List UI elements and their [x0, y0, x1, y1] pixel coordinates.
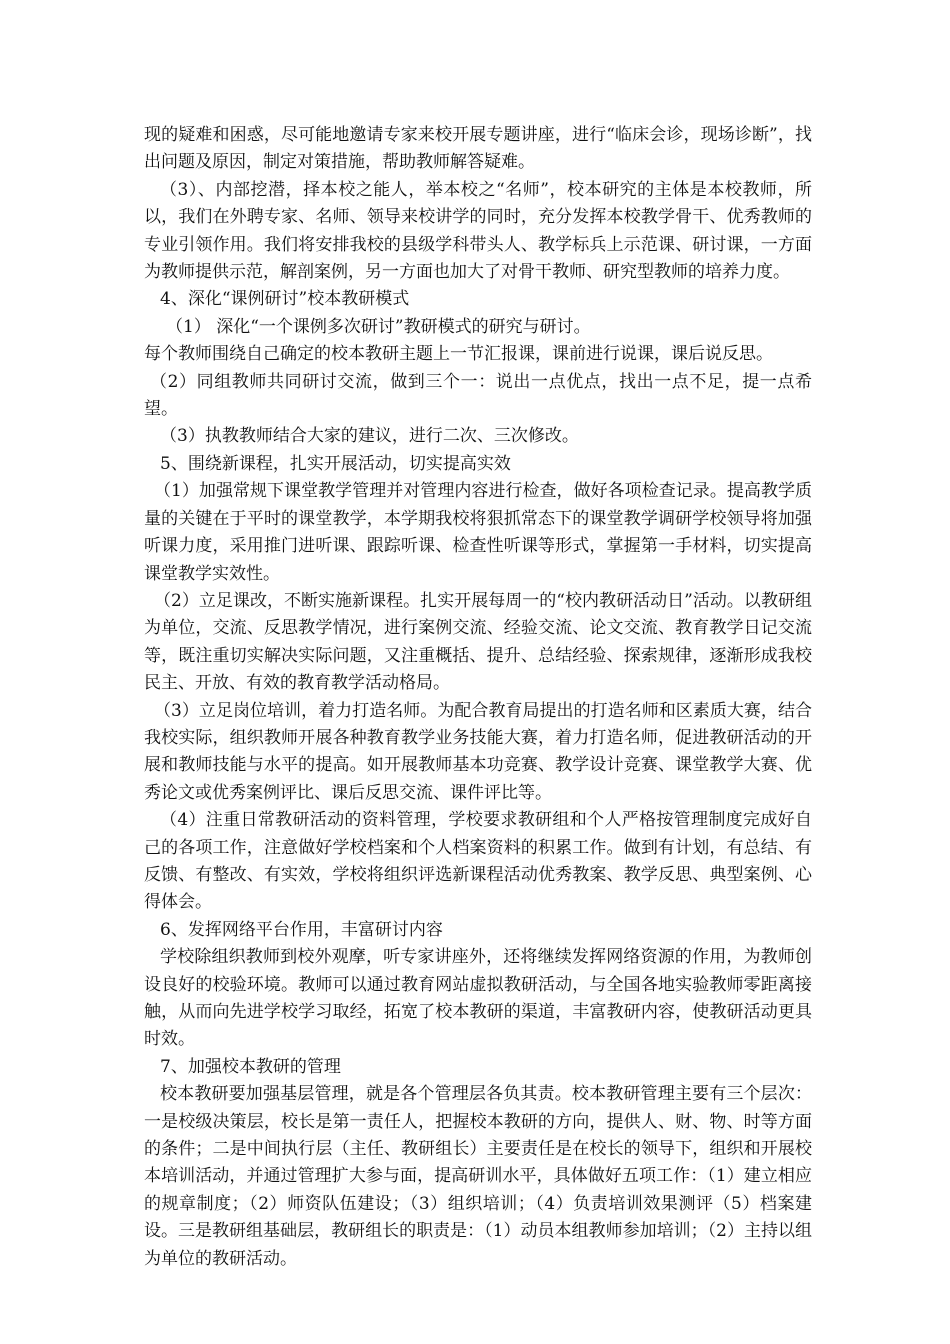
section-heading-7: 7、加强校本教研的管理 — [160, 1056, 341, 1077]
paragraph-5-item-2: （2）立足课改，不断实施新课程。扎实开展每周一的“校内教研活动日”活动。以教研组为单位，交流、反思教学情况，进行案例交流、经验交流、论文交流、教育教学日记交流等，既注重切实解决实际问题，又注重概括、提升、总结经验、探索规律，逐渐形成我校民主、开放、有效的教育教学活动格局。 — [144, 590, 812, 694]
paragraph-5-item-1: （1）加强常规下课堂教学管理并对管理内容进行检查，做好各项检查记录。提高教学质量的关键在于平时的课堂教学，本学期我校将狠抓常态下的课堂教学调研学校领导将加强听课力度，采用推门进听课、跟踪听课、检查性听课等形式，掌握第一手材料，切实提高课堂教学实效性。 — [144, 481, 812, 584]
paragraph-6-body: 学校除组织教师到校外观摩，听专家讲座外，还将继续发挥网络资源的作用，为教师创设良好的校验环境。教师可以通过教育网站虚拟教研活动，与全国各地实验教师零距离接触，从而向先进学校学习取经，拓宽了校本教研的渠道，丰富教研内容，使教研活动更具时效。 — [144, 947, 812, 1050]
section-heading-5: 5、围绕新课程，扎实开展活动，切实提高实效 — [160, 453, 511, 474]
paragraph-4-item-1: （1） 深化“一个课例多次研讨”教研模式的研究与研讨。 — [166, 316, 591, 337]
paragraph-intro-continuation: 现的疑难和困惑，尽可能地邀请专家来校开展专题讲座，进行“临床会诊，现场诊断”，找出问题及原因，制定对策措施，帮助教师解答疑难。 — [144, 125, 812, 173]
paragraph-item-3-internal: （3）、内部挖潜，择本校之能人，举本校之“名师”，校本研究的主体是本校教师，所以，我们在外聘专家、名师、领导来校讲学的同时，充分发挥本校教学骨干、优秀教师的专业引领作用。我们将安排我校的县级学科带头人、教学标兵上示范课、研讨课，一方面为教师提供示范，解剖案例，另一方面也加大了对骨干教师、研究型教师的培养力度。 — [144, 179, 812, 283]
paragraph-5-item-3: （3）立足岗位培训，着力打造名师。为配合教育局提出的打造名师和区素质大赛，结合我校实际，组织教师开展各种教育教学业务技能大赛，着力打造名师，促进教研活动的开展和教师技能与水平的提高。如开展教师基本功竞赛、教学设计竞赛、课堂教学大赛、优秀论文或优秀案例评比、课后反思交流、课件评比等。 — [144, 700, 812, 803]
document-body — [144, 122, 812, 1273]
paragraph-4-item-2: （2）同组教师共同研讨交流，做到三个一：说出一点优点，找出一点不足，提一点希望。 — [144, 371, 812, 420]
paragraph-5-item-4: （4）注重日常教研活动的资料管理，学校要求教研组和个人严格按管理制度完成好自己的各项工作，注意做好学校档案和个人档案资料的积累工作。做到有计划，有总结、有反馈、有整改、有实效，学校将组织评选新课程活动优秀教案、教学反思、典型案例、心得体会。 — [144, 810, 812, 913]
paragraph-4-item-3: （3）执教教师结合大家的建议，进行二次、三次修改。 — [160, 426, 579, 447]
section-heading-6: 6、发挥网络平台作用，丰富研讨内容 — [160, 919, 443, 940]
paragraph-7-body: 校本教研要加强基层管理，就是各个管理层各负其责。校本教研管理主要有三个层次：一是校级决策层，校长是第一责任人，把握校本教研的方向，提供人、财、物、时等方面的条件；二是中间执行层（主任、教研组长）主要责任是在校长的领导下，组织和开展校本培训活动，并通过管理扩大参与面，提高研训水平，具体做好五项工作：（1）建立相应的规章制度；（2）师资队伍建设；（3）组织培训；（4）负责培训效果测评（5）档案建设。三是教研组基础层，教研组长的职责是：（1）动员本组教师参加培训；（2）主持以组为单位的教研活动。 — [144, 1084, 812, 1269]
paragraph-4-item-1-detail: 每个教师围绕自己确定的校本教研主题上一节汇报课，课前进行说课，课后说反思。 — [144, 344, 773, 365]
section-heading-4: 4、深化“课例研讨”校本教研模式 — [160, 289, 410, 310]
